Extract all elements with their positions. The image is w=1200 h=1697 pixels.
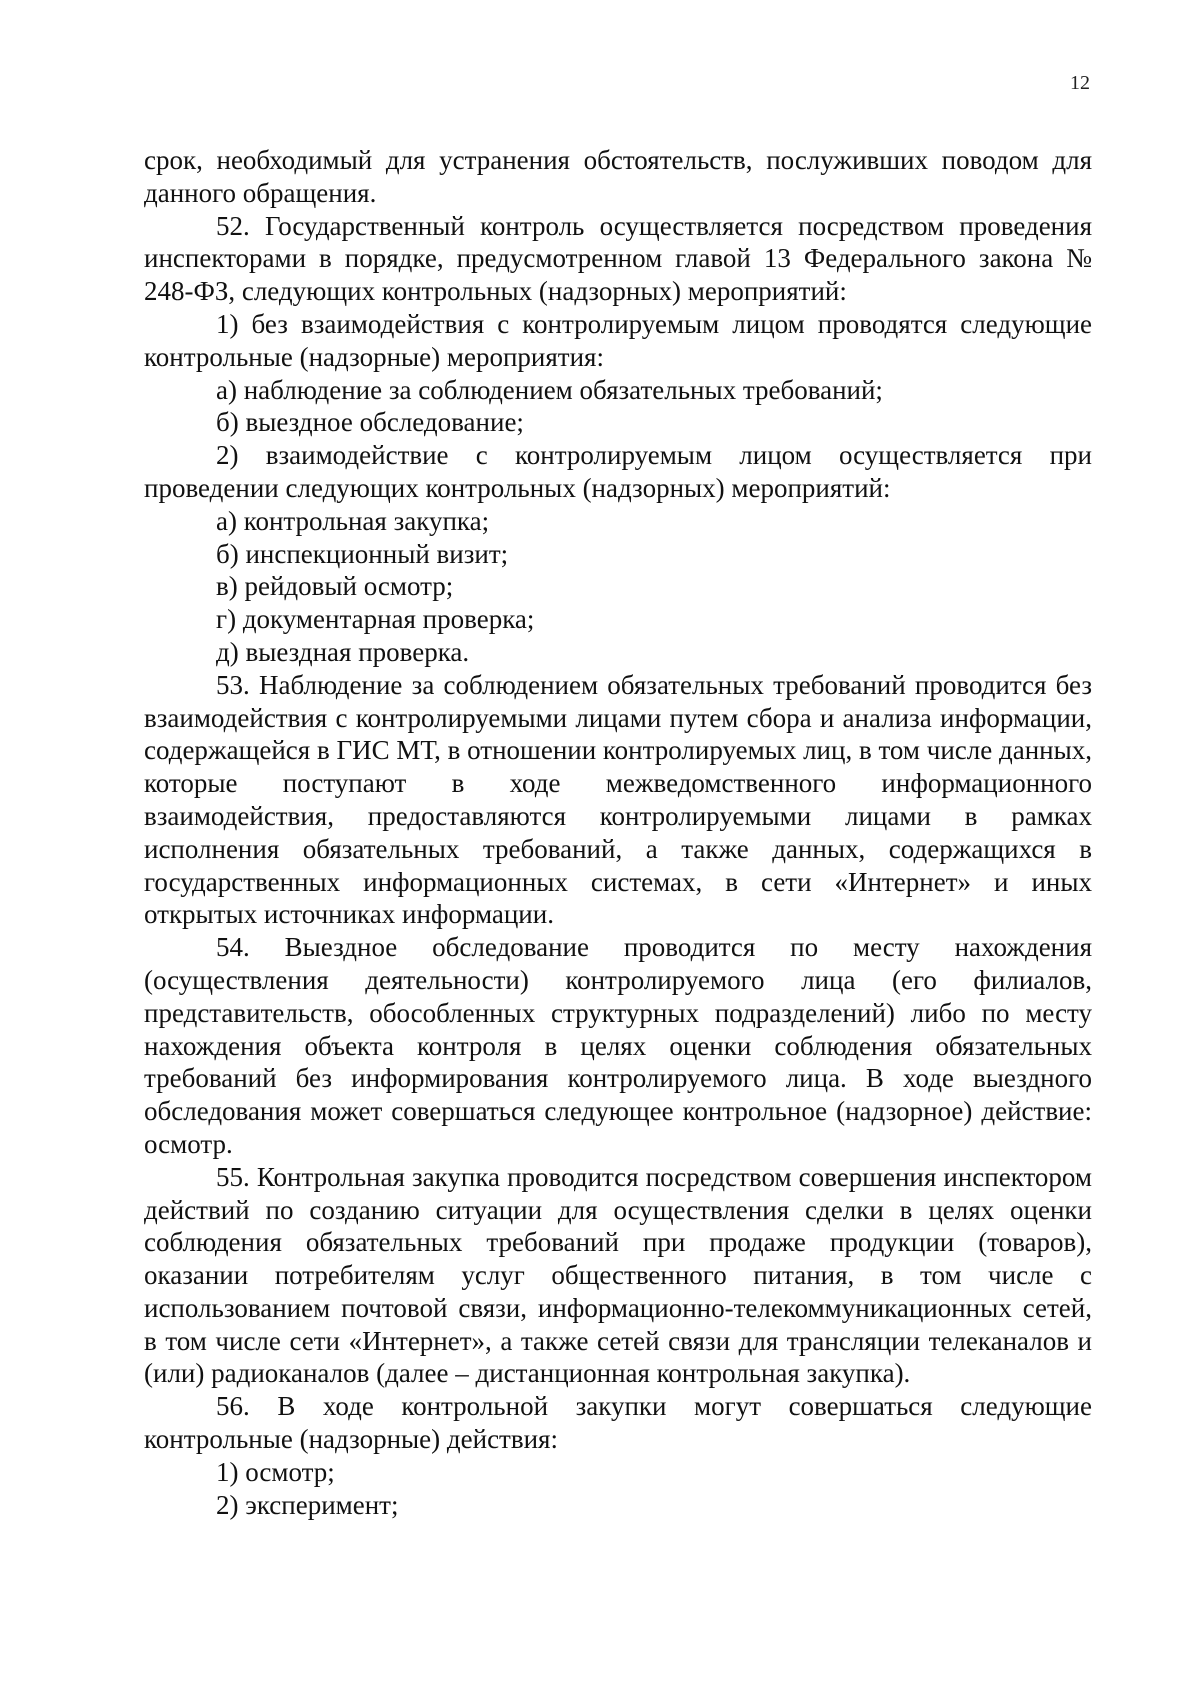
paragraph-item-52: 52. Государственный контроль осуществляется посредством проведения инспекторами в порядке, предусмотренном главой 13 Федерального закона № 248-ФЗ, следующих контрольных (надзорных) мероприятий:: [144, 210, 1092, 307]
page-number: 12: [1070, 72, 1090, 94]
paragraph-item-53: 53. Наблюдение за соблюдением обязательных требований проводится без взаимодействия с контролируемыми лицами путем сбора и анализа информации, содержащейся в ГИС МТ, в отношении контролируемых лиц, в том числе данных, которые поступают в ходе межведомственного информационного взаимодействия, предоставляются контролируемыми лицами в рамках исполнения обязательных требований, а также данных, содержащихся в государственных информационных системах, в сети «Интернет» и иных открытых источниках информации.: [144, 669, 1092, 930]
paragraph-item-54: 54. Выездное обследование проводится по месту нахождения (осуществления деятельности) контролируемого лица (его филиалов, представительств, обособленных структурных подразделений) либо по месту нахождения объекта контроля в целях оценки соблюдения обязательных требований без информирования контролируемого лица. В ходе выездного обследования может совершаться следующее контрольное (надзорное) действие: осмотр.: [144, 932, 1092, 1159]
paragraph-item-55: 55. Контрольная закупка проводится посредством совершения инспектором действий по созданию ситуации для осуществления сделки в целях оценки соблюдения обязательных требований при продаже продукции (товаров), оказании потребителям услуг общественного питания, в том числе с использованием почтовой связи, информационно-телекоммуникационных сетей, в том числе сети «Интернет», а также сетей связи для трансляции телеканалов и (или) радиоканалов (далее – дистанционная контрольная закупка).: [144, 1161, 1092, 1389]
paragraph: срок, необходимый для устранения обстоятельств, послуживших поводом для данного обращения.: [144, 145, 1092, 208]
list-item: 2) взаимодействие с контролируемым лицом осуществляется при проведении следующих контрольных (надзорных) мероприятий:: [144, 440, 1092, 503]
list-item: г) документарная проверка;: [216, 604, 535, 635]
list-item: б) инспекционный визит;: [216, 538, 509, 569]
list-item: 1) без взаимодействия с контролируемым лицом проводятся следующие контрольные (надзорные) мероприятия:: [144, 308, 1092, 372]
paragraph-item-56: 56. В ходе контрольной закупки могут совершаться следующие контрольные (надзорные) действия:: [144, 1391, 1092, 1455]
list-item: в) рейдовый осмотр;: [216, 571, 454, 602]
list-item: 2) эксперимент;: [216, 1489, 399, 1520]
list-item: б) выездное обследование;: [216, 407, 524, 438]
list-item: д) выездная проверка.: [216, 636, 470, 667]
document-body: [144, 144, 1092, 1521]
list-item: 1) осмотр;: [216, 1456, 335, 1487]
list-item: а) наблюдение за соблюдением обязательных требований;: [216, 374, 883, 405]
list-item: а) контрольная закупка;: [216, 505, 490, 536]
